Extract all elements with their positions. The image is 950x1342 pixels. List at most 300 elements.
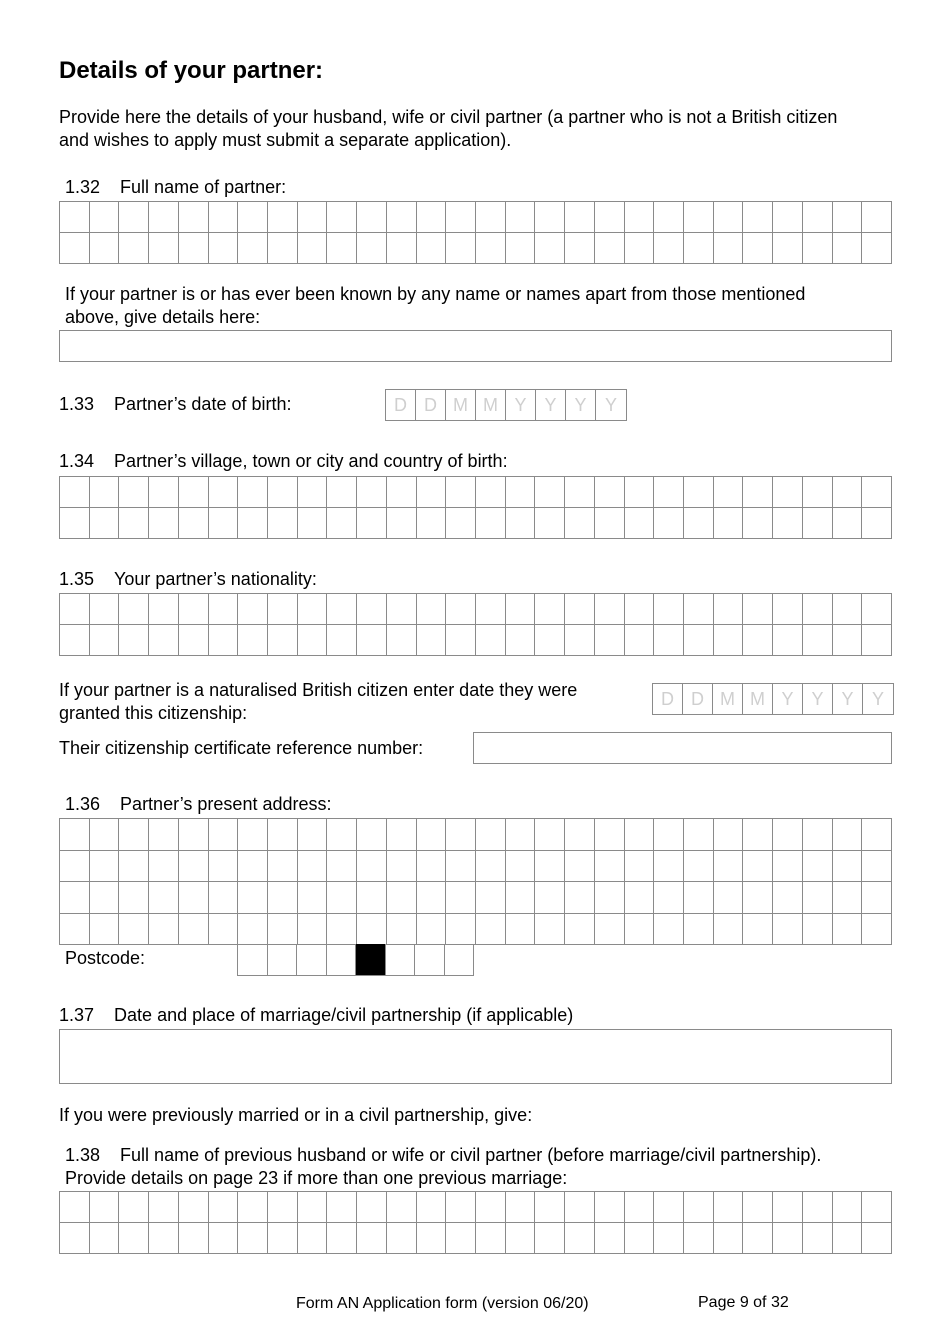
- char-cell[interactable]: [209, 508, 239, 539]
- char-cell[interactable]: [743, 508, 773, 539]
- partner-full-name-grid[interactable]: [59, 201, 892, 264]
- char-cell[interactable]: [506, 882, 536, 914]
- char-cell[interactable]: [833, 914, 863, 946]
- char-cell[interactable]: [803, 1223, 833, 1254]
- char-cell[interactable]: [417, 851, 447, 883]
- char-cell[interactable]: [506, 202, 536, 233]
- char-cell[interactable]: [803, 851, 833, 883]
- char-cell[interactable]: [209, 1192, 239, 1223]
- char-cell[interactable]: [506, 914, 536, 946]
- char-cell[interactable]: [476, 1223, 506, 1254]
- char-cell[interactable]: [506, 1192, 536, 1223]
- char-cell[interactable]: [446, 819, 476, 851]
- char-cell[interactable]: [298, 477, 328, 508]
- char-cell[interactable]: [714, 594, 744, 625]
- char-cell[interactable]: [149, 625, 179, 656]
- char-cell[interactable]: [387, 851, 417, 883]
- char-cell[interactable]: [654, 477, 684, 508]
- char-cell[interactable]: [446, 594, 476, 625]
- char-cell[interactable]: [446, 625, 476, 656]
- char-cell[interactable]: [90, 819, 120, 851]
- char-cell[interactable]: [476, 1192, 506, 1223]
- other-names-field[interactable]: [59, 330, 892, 362]
- char-cell[interactable]: [803, 625, 833, 656]
- char-cell[interactable]: [119, 477, 149, 508]
- char-cell[interactable]: [654, 594, 684, 625]
- char-cell[interactable]: [862, 508, 892, 539]
- char-cell[interactable]: [654, 882, 684, 914]
- char-cell[interactable]: [654, 202, 684, 233]
- char-cell[interactable]: [833, 477, 863, 508]
- char-cell[interactable]: [119, 508, 149, 539]
- char-cell[interactable]: [238, 1192, 268, 1223]
- char-cell[interactable]: [625, 882, 655, 914]
- char-cell[interactable]: [565, 477, 595, 508]
- char-cell[interactable]: [209, 233, 239, 264]
- char-cell[interactable]: [684, 882, 714, 914]
- char-cell[interactable]: [268, 625, 298, 656]
- char-cell[interactable]: [535, 882, 565, 914]
- char-cell[interactable]: [595, 819, 625, 851]
- char-cell[interactable]: [417, 202, 447, 233]
- char-cell[interactable]: [327, 1192, 357, 1223]
- char-cell[interactable]: [238, 819, 268, 851]
- char-cell[interactable]: [476, 914, 506, 946]
- char-cell[interactable]: [119, 851, 149, 883]
- char-cell[interactable]: [743, 594, 773, 625]
- char-cell[interactable]: [565, 882, 595, 914]
- char-cell[interactable]: [149, 477, 179, 508]
- char-cell[interactable]: [238, 594, 268, 625]
- char-cell[interactable]: [743, 1223, 773, 1254]
- char-cell[interactable]: [803, 508, 833, 539]
- char-cell[interactable]: [595, 882, 625, 914]
- char-cell[interactable]: [684, 202, 714, 233]
- char-cell[interactable]: [357, 594, 387, 625]
- char-cell[interactable]: [535, 1223, 565, 1254]
- char-cell[interactable]: [238, 202, 268, 233]
- char-cell[interactable]: [535, 625, 565, 656]
- char-cell[interactable]: [506, 233, 536, 264]
- char-cell[interactable]: [60, 851, 90, 883]
- char-cell[interactable]: [803, 233, 833, 264]
- char-cell[interactable]: [387, 1192, 417, 1223]
- char-cell[interactable]: [119, 1192, 149, 1223]
- char-cell[interactable]: [119, 882, 149, 914]
- char-cell[interactable]: [149, 914, 179, 946]
- char-cell[interactable]: [476, 202, 506, 233]
- char-cell[interactable]: [298, 202, 328, 233]
- char-cell[interactable]: [833, 851, 863, 883]
- char-cell[interactable]: [149, 882, 179, 914]
- char-cell[interactable]: [298, 819, 328, 851]
- char-cell[interactable]: [535, 202, 565, 233]
- char-cell[interactable]: [238, 477, 268, 508]
- char-cell[interactable]: [119, 202, 149, 233]
- char-cell[interactable]: [862, 1223, 892, 1254]
- char-cell[interactable]: [773, 914, 803, 946]
- char-cell[interactable]: [684, 851, 714, 883]
- char-cell[interactable]: [149, 594, 179, 625]
- char-cell[interactable]: [209, 625, 239, 656]
- char-cell[interactable]: [684, 508, 714, 539]
- char-cell[interactable]: [535, 233, 565, 264]
- char-cell[interactable]: [684, 233, 714, 264]
- char-cell[interactable]: [298, 1192, 328, 1223]
- char-cell[interactable]: [357, 914, 387, 946]
- char-cell[interactable]: [476, 625, 506, 656]
- char-cell[interactable]: [595, 202, 625, 233]
- char-cell[interactable]: [684, 1223, 714, 1254]
- char-cell[interactable]: [506, 625, 536, 656]
- char-cell[interactable]: [625, 233, 655, 264]
- char-cell[interactable]: [595, 508, 625, 539]
- previous-partner-name-grid[interactable]: [59, 1191, 892, 1254]
- char-cell[interactable]: [773, 233, 803, 264]
- partner-dob-field[interactable]: [385, 389, 627, 421]
- char-cell[interactable]: [149, 1192, 179, 1223]
- char-cell[interactable]: [357, 1192, 387, 1223]
- char-cell[interactable]: [268, 594, 298, 625]
- char-cell[interactable]: [60, 1192, 90, 1223]
- char-cell[interactable]: [387, 819, 417, 851]
- char-cell[interactable]: [387, 233, 417, 264]
- char-cell[interactable]: [862, 594, 892, 625]
- char-cell[interactable]: [773, 202, 803, 233]
- char-cell[interactable]: [714, 914, 744, 946]
- char-cell[interactable]: [565, 594, 595, 625]
- char-cell[interactable]: [357, 819, 387, 851]
- char-cell[interactable]: [565, 1192, 595, 1223]
- char-cell[interactable]: [446, 1223, 476, 1254]
- char-cell[interactable]: [773, 882, 803, 914]
- char-cell[interactable]: [90, 625, 120, 656]
- char-cell[interactable]: [357, 202, 387, 233]
- char-cell[interactable]: [119, 819, 149, 851]
- char-cell[interactable]: [149, 1223, 179, 1254]
- char-cell[interactable]: [387, 594, 417, 625]
- char-cell[interactable]: [714, 851, 744, 883]
- postcode-cell[interactable]: [297, 944, 327, 976]
- char-cell[interactable]: [714, 233, 744, 264]
- char-cell[interactable]: [327, 508, 357, 539]
- char-cell[interactable]: [565, 233, 595, 264]
- char-cell[interactable]: [862, 819, 892, 851]
- char-cell[interactable]: [327, 914, 357, 946]
- char-cell[interactable]: [773, 1223, 803, 1254]
- char-cell[interactable]: [90, 508, 120, 539]
- char-cell[interactable]: [209, 819, 239, 851]
- char-cell[interactable]: [833, 1223, 863, 1254]
- char-cell[interactable]: [90, 882, 120, 914]
- char-cell[interactable]: [625, 1192, 655, 1223]
- char-cell[interactable]: [327, 594, 357, 625]
- char-cell[interactable]: [327, 882, 357, 914]
- char-cell[interactable]: [595, 1223, 625, 1254]
- char-cell[interactable]: [565, 508, 595, 539]
- char-cell[interactable]: [298, 882, 328, 914]
- char-cell[interactable]: [179, 477, 209, 508]
- char-cell[interactable]: [149, 819, 179, 851]
- char-cell[interactable]: [446, 477, 476, 508]
- char-cell[interactable]: [654, 819, 684, 851]
- char-cell[interactable]: [743, 202, 773, 233]
- char-cell[interactable]: [327, 1223, 357, 1254]
- char-cell[interactable]: [862, 625, 892, 656]
- char-cell[interactable]: [268, 851, 298, 883]
- char-cell[interactable]: [714, 1223, 744, 1254]
- char-cell[interactable]: [238, 625, 268, 656]
- char-cell[interactable]: [535, 477, 565, 508]
- char-cell[interactable]: [417, 819, 447, 851]
- char-cell[interactable]: [684, 625, 714, 656]
- char-cell[interactable]: [298, 625, 328, 656]
- char-cell[interactable]: [833, 625, 863, 656]
- char-cell[interactable]: [595, 233, 625, 264]
- char-cell[interactable]: [387, 882, 417, 914]
- char-cell[interactable]: [446, 233, 476, 264]
- char-cell[interactable]: [625, 202, 655, 233]
- char-cell[interactable]: [773, 508, 803, 539]
- char-cell[interactable]: [417, 625, 447, 656]
- certificate-number-field[interactable]: [473, 732, 892, 764]
- char-cell[interactable]: [268, 477, 298, 508]
- char-cell[interactable]: [268, 1223, 298, 1254]
- char-cell[interactable]: [833, 882, 863, 914]
- char-cell[interactable]: [268, 882, 298, 914]
- char-cell[interactable]: [535, 819, 565, 851]
- char-cell[interactable]: [327, 202, 357, 233]
- char-cell[interactable]: [595, 914, 625, 946]
- char-cell[interactable]: [743, 851, 773, 883]
- char-cell[interactable]: [833, 594, 863, 625]
- char-cell[interactable]: [743, 1192, 773, 1223]
- char-cell[interactable]: [357, 233, 387, 264]
- char-cell[interactable]: [119, 1223, 149, 1254]
- char-cell[interactable]: [149, 508, 179, 539]
- partner-address-grid[interactable]: [59, 818, 892, 945]
- char-cell[interactable]: [179, 1223, 209, 1254]
- char-cell[interactable]: [446, 202, 476, 233]
- char-cell[interactable]: [654, 1192, 684, 1223]
- char-cell[interactable]: [60, 594, 90, 625]
- char-cell[interactable]: [773, 819, 803, 851]
- char-cell[interactable]: [179, 508, 209, 539]
- char-cell[interactable]: [179, 202, 209, 233]
- char-cell[interactable]: [119, 594, 149, 625]
- char-cell[interactable]: [90, 594, 120, 625]
- char-cell[interactable]: [387, 477, 417, 508]
- char-cell[interactable]: [714, 202, 744, 233]
- postcode-cell[interactable]: [327, 944, 357, 976]
- char-cell[interactable]: [833, 508, 863, 539]
- char-cell[interactable]: [90, 477, 120, 508]
- char-cell[interactable]: [625, 851, 655, 883]
- char-cell[interactable]: [327, 819, 357, 851]
- char-cell[interactable]: [743, 914, 773, 946]
- char-cell[interactable]: [298, 851, 328, 883]
- char-cell[interactable]: [327, 625, 357, 656]
- char-cell[interactable]: [179, 819, 209, 851]
- char-cell[interactable]: [684, 914, 714, 946]
- char-cell[interactable]: [417, 1223, 447, 1254]
- char-cell[interactable]: [535, 851, 565, 883]
- char-cell[interactable]: [90, 1223, 120, 1254]
- char-cell[interactable]: [387, 625, 417, 656]
- char-cell[interactable]: [90, 233, 120, 264]
- char-cell[interactable]: [60, 1223, 90, 1254]
- char-cell[interactable]: [298, 233, 328, 264]
- char-cell[interactable]: [476, 882, 506, 914]
- char-cell[interactable]: [862, 851, 892, 883]
- char-cell[interactable]: [654, 508, 684, 539]
- char-cell[interactable]: [595, 625, 625, 656]
- char-cell[interactable]: [862, 477, 892, 508]
- char-cell[interactable]: [476, 851, 506, 883]
- char-cell[interactable]: [238, 914, 268, 946]
- char-cell[interactable]: [625, 1223, 655, 1254]
- char-cell[interactable]: [119, 914, 149, 946]
- citizenship-date-field[interactable]: [652, 683, 894, 715]
- char-cell[interactable]: [773, 594, 803, 625]
- char-cell[interactable]: [179, 594, 209, 625]
- char-cell[interactable]: [625, 594, 655, 625]
- char-cell[interactable]: [862, 882, 892, 914]
- char-cell[interactable]: [179, 851, 209, 883]
- char-cell[interactable]: [179, 625, 209, 656]
- char-cell[interactable]: [565, 1223, 595, 1254]
- char-cell[interactable]: [238, 882, 268, 914]
- char-cell[interactable]: [60, 233, 90, 264]
- char-cell[interactable]: [743, 819, 773, 851]
- char-cell[interactable]: [387, 1223, 417, 1254]
- char-cell[interactable]: [90, 202, 120, 233]
- char-cell[interactable]: [506, 819, 536, 851]
- char-cell[interactable]: [506, 1223, 536, 1254]
- char-cell[interactable]: [387, 202, 417, 233]
- char-cell[interactable]: [506, 851, 536, 883]
- char-cell[interactable]: [803, 882, 833, 914]
- char-cell[interactable]: [654, 625, 684, 656]
- char-cell[interactable]: [714, 625, 744, 656]
- char-cell[interactable]: [714, 1192, 744, 1223]
- char-cell[interactable]: [149, 233, 179, 264]
- char-cell[interactable]: [773, 477, 803, 508]
- char-cell[interactable]: [506, 508, 536, 539]
- char-cell[interactable]: [743, 233, 773, 264]
- char-cell[interactable]: [268, 914, 298, 946]
- char-cell[interactable]: [803, 202, 833, 233]
- char-cell[interactable]: [90, 851, 120, 883]
- char-cell[interactable]: [357, 882, 387, 914]
- char-cell[interactable]: [238, 233, 268, 264]
- char-cell[interactable]: [565, 914, 595, 946]
- char-cell[interactable]: [684, 819, 714, 851]
- char-cell[interactable]: [149, 202, 179, 233]
- char-cell[interactable]: [298, 914, 328, 946]
- char-cell[interactable]: [298, 508, 328, 539]
- char-cell[interactable]: [357, 625, 387, 656]
- char-cell[interactable]: [535, 594, 565, 625]
- char-cell[interactable]: [417, 508, 447, 539]
- char-cell[interactable]: [209, 851, 239, 883]
- char-cell[interactable]: [357, 508, 387, 539]
- char-cell[interactable]: [833, 1192, 863, 1223]
- char-cell[interactable]: [417, 477, 447, 508]
- char-cell[interactable]: [684, 477, 714, 508]
- char-cell[interactable]: [595, 594, 625, 625]
- char-cell[interactable]: [803, 477, 833, 508]
- char-cell[interactable]: [862, 202, 892, 233]
- char-cell[interactable]: [446, 914, 476, 946]
- char-cell[interactable]: [833, 819, 863, 851]
- char-cell[interactable]: [417, 594, 447, 625]
- char-cell[interactable]: [327, 477, 357, 508]
- char-cell[interactable]: [803, 914, 833, 946]
- char-cell[interactable]: [209, 477, 239, 508]
- char-cell[interactable]: [90, 1192, 120, 1223]
- char-cell[interactable]: [714, 882, 744, 914]
- char-cell[interactable]: [476, 819, 506, 851]
- char-cell[interactable]: [773, 851, 803, 883]
- char-cell[interactable]: [357, 477, 387, 508]
- char-cell[interactable]: [654, 233, 684, 264]
- char-cell[interactable]: [833, 233, 863, 264]
- char-cell[interactable]: [60, 914, 90, 946]
- char-cell[interactable]: [238, 1223, 268, 1254]
- char-cell[interactable]: [119, 233, 149, 264]
- char-cell[interactable]: [209, 914, 239, 946]
- char-cell[interactable]: [625, 819, 655, 851]
- char-cell[interactable]: [209, 594, 239, 625]
- char-cell[interactable]: [60, 477, 90, 508]
- char-cell[interactable]: [268, 233, 298, 264]
- char-cell[interactable]: [179, 914, 209, 946]
- char-cell[interactable]: [625, 914, 655, 946]
- char-cell[interactable]: [595, 477, 625, 508]
- char-cell[interactable]: [654, 851, 684, 883]
- char-cell[interactable]: [714, 477, 744, 508]
- marriage-date-place-field[interactable]: [59, 1029, 892, 1084]
- char-cell[interactable]: [506, 594, 536, 625]
- char-cell[interactable]: [60, 202, 90, 233]
- char-cell[interactable]: [417, 882, 447, 914]
- char-cell[interactable]: [238, 508, 268, 539]
- char-cell[interactable]: [268, 819, 298, 851]
- char-cell[interactable]: [773, 1192, 803, 1223]
- char-cell[interactable]: [625, 508, 655, 539]
- char-cell[interactable]: [357, 1223, 387, 1254]
- char-cell[interactable]: [446, 1192, 476, 1223]
- char-cell[interactable]: [298, 1223, 328, 1254]
- char-cell[interactable]: [625, 625, 655, 656]
- char-cell[interactable]: [803, 594, 833, 625]
- char-cell[interactable]: [565, 819, 595, 851]
- char-cell[interactable]: [179, 233, 209, 264]
- postcode-cell[interactable]: [268, 944, 298, 976]
- char-cell[interactable]: [595, 851, 625, 883]
- char-cell[interactable]: [476, 508, 506, 539]
- char-cell[interactable]: [535, 914, 565, 946]
- char-cell[interactable]: [387, 508, 417, 539]
- char-cell[interactable]: [565, 851, 595, 883]
- char-cell[interactable]: [238, 851, 268, 883]
- char-cell[interactable]: [625, 477, 655, 508]
- partner-birthplace-grid[interactable]: [59, 476, 892, 539]
- char-cell[interactable]: [90, 914, 120, 946]
- postcode-cell[interactable]: [386, 944, 416, 976]
- char-cell[interactable]: [833, 202, 863, 233]
